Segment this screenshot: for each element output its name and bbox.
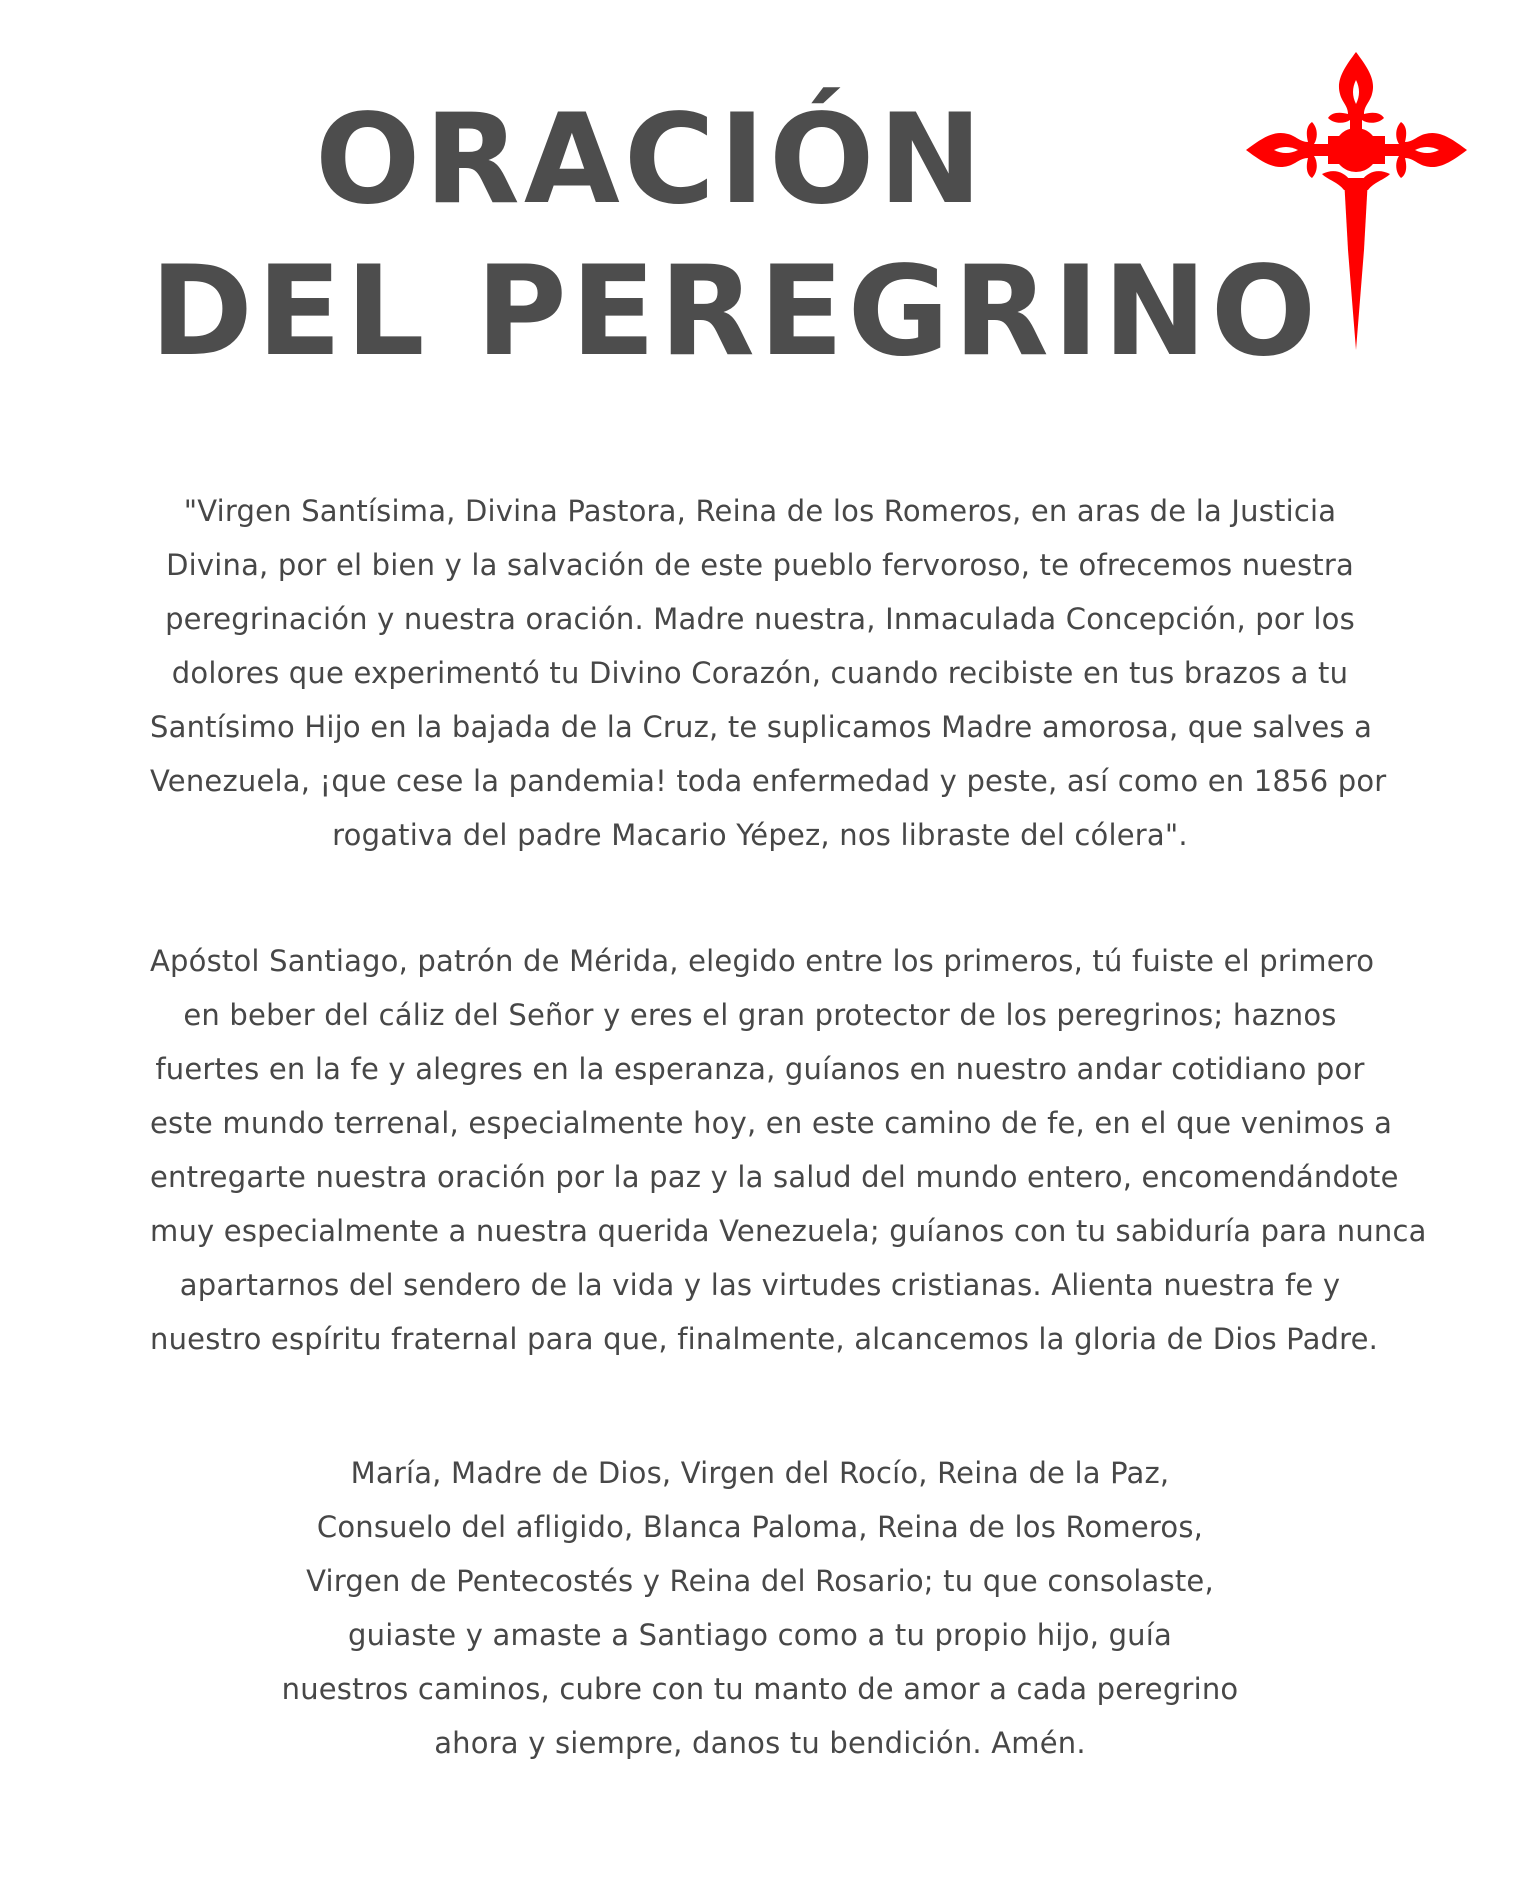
prayer-line: fuertes en la fe y alegres en la esperanza, guíanos en nuestro andar cotidiano por (155, 1052, 1365, 1086)
prayer-line: nuestros caminos, cubre con tu manto de amor a cada peregrino (281, 1672, 1239, 1706)
prayer-line: Virgen de Pentecostés y Reina del Rosario; tu que consolaste, (306, 1564, 1214, 1598)
prayer-paragraph-santiago (150, 934, 1427, 1366)
prayer-line: peregrinación y nuestra oración. Madre nuestra, Inmaculada Concepción, por los (165, 602, 1355, 636)
prayer-paragraph-virgin (150, 484, 1387, 862)
prayer-line: guiaste y amaste a Santiago como a tu propio hijo, guía (348, 1618, 1172, 1652)
prayer-line: apartarnos del sendero de la vida y las virtudes cristianas. Alienta nuestra fe y (179, 1268, 1341, 1302)
prayer-line: dolores que experimentó tu Divino Corazón, cuando recibiste en tus brazos a tu (171, 656, 1349, 690)
prayer-line: rogativa del padre Macario Yépez, nos libraste del cólera". (332, 818, 1188, 852)
prayer-line: "Virgen Santísima, Divina Pastora, Reina de los Romeros, en aras de la Justicia (183, 494, 1337, 528)
prayer-paragraph-maria (150, 1446, 1370, 1770)
title-line-2: DEL PEREGRINO (150, 240, 1321, 384)
page-title (150, 84, 1321, 388)
prayer-line: Apóstol Santiago, patrón de Mérida, elegido entre los primeros, tú fuiste el primero (150, 944, 1375, 978)
prayer-line: entregarte nuestra oración por la paz y la salud del mundo entero, encomendándote (150, 1160, 1399, 1194)
prayer-line: muy especialmente a nuestra querida Venezuela; guíanos con tu sabiduría para nunca (150, 1214, 1427, 1248)
prayer-line: María, Madre de Dios, Virgen del Rocío, Reina de la Paz, (350, 1456, 1170, 1490)
prayer-line: este mundo terrenal, especialmente hoy, en este camino de fe, en el que venimos a (150, 1106, 1393, 1140)
title-line-1: ORACIÓN (315, 88, 987, 232)
prayer-line: en beber del cáliz del Señor y eres el gran protector de los peregrinos; haznos (183, 998, 1337, 1032)
prayer-line: Santísimo Hijo en la bajada de la Cruz, te suplicamos Madre amorosa, que salves a (150, 710, 1373, 744)
prayer-line: ahora y siempre, danos tu bendición. Amén. (434, 1726, 1086, 1760)
prayer-line: Consuelo del afligido, Blanca Paloma, Reina de los Romeros, (316, 1510, 1204, 1544)
prayer-line: nuestro espíritu fraternal para que, finalmente, alcancemos la gloria de Dios Padre. (150, 1322, 1379, 1356)
prayer-line: Divina, por el bien y la salvación de este pueblo fervoroso, te ofrecemos nuestra (166, 548, 1354, 582)
prayer-line: Venezuela, ¡que cese la pandemia! toda enfermedad y peste, así como en 1856 por (150, 764, 1387, 798)
cross-of-saint-james-icon (1244, 50, 1469, 352)
